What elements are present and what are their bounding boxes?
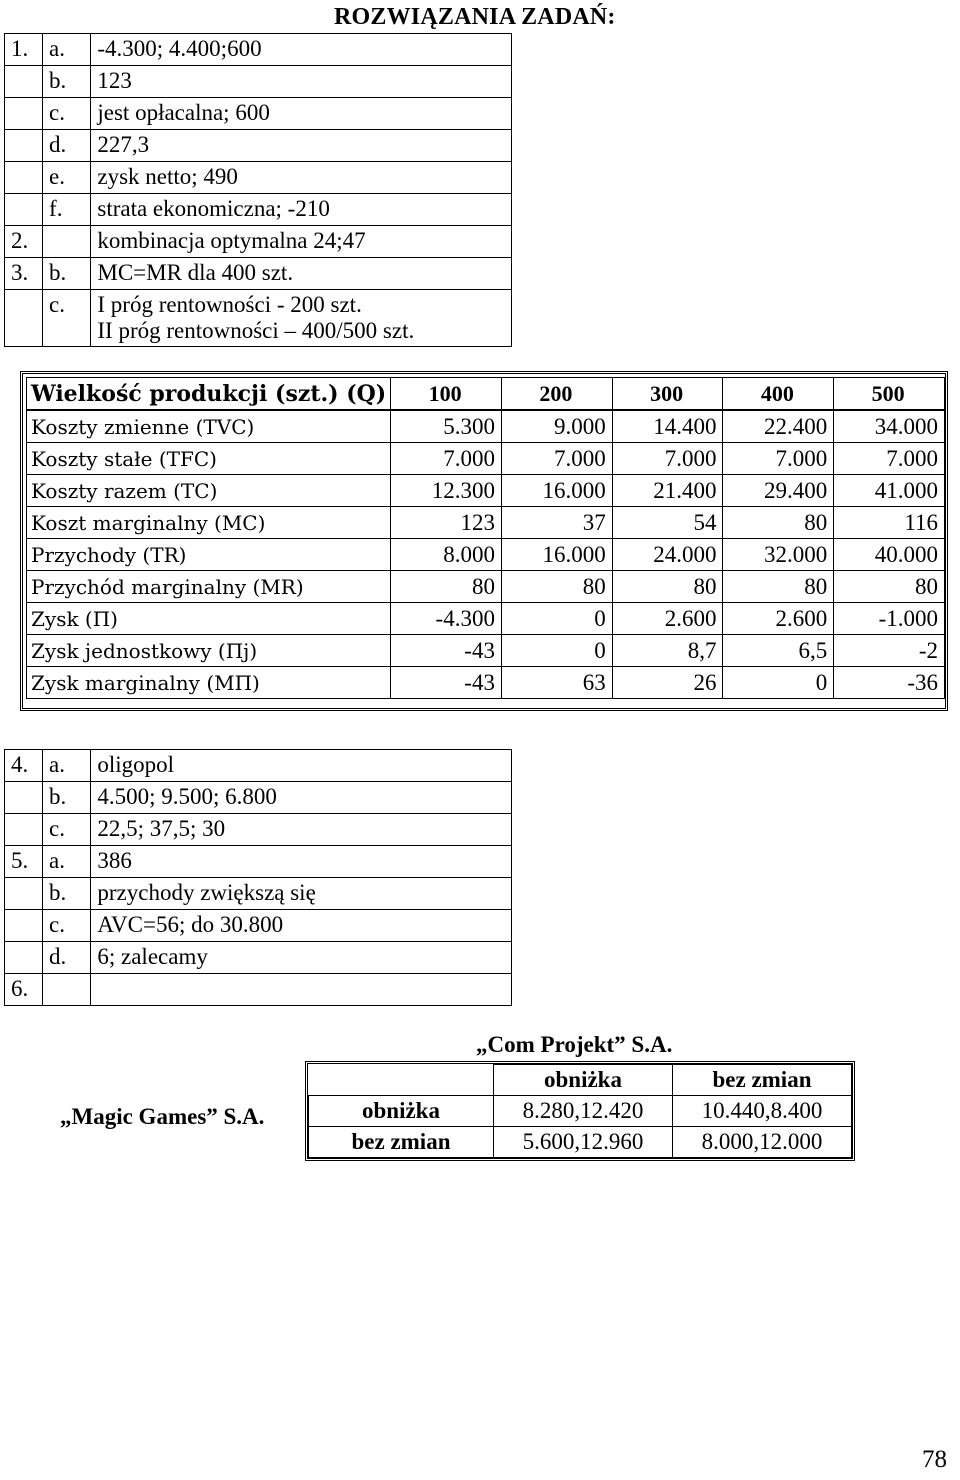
- answer-text-line: zysk netto; 490: [97, 164, 238, 189]
- answer-row: [5, 974, 512, 1006]
- cost-cell: 16.000: [501, 475, 612, 507]
- answer-letter: b.: [43, 782, 91, 814]
- answer-text-line: kombinacja optymalna 24;47: [97, 228, 366, 253]
- cost-cell: 29.400: [723, 475, 834, 507]
- answer-text-line: 6; zalecamy: [97, 944, 208, 969]
- answer-number: [5, 942, 43, 974]
- answer-letter: a.: [43, 34, 91, 66]
- cost-header-label: Wielkość produkcji (szt.) (Q): [27, 378, 391, 411]
- cost-cell: 2.600: [723, 603, 834, 635]
- cost-cell: 80: [723, 507, 834, 539]
- answer-text: [91, 226, 512, 258]
- answer-text: [91, 782, 512, 814]
- answer-text-line: I próg rentowności - 200 szt.: [97, 292, 362, 317]
- answer-text: [91, 66, 512, 98]
- cost-cell: 34.000: [834, 410, 945, 443]
- answer-row: [5, 98, 512, 130]
- answer-number: [5, 194, 43, 226]
- answer-row: [5, 162, 512, 194]
- cost-header-value: 500: [834, 378, 945, 411]
- answer-text-line: MC=MR dla 400 szt.: [97, 260, 294, 285]
- cost-cell: -43: [391, 667, 502, 699]
- cost-row-label: Zysk (Π): [27, 603, 391, 635]
- answer-text: [91, 750, 512, 782]
- answer-row: [5, 290, 512, 347]
- cost-row-label: Zysk jednostkowy (Πj): [27, 635, 391, 667]
- cost-row-label: Przychód marginalny (MR): [27, 571, 391, 603]
- answer-letter: d.: [43, 942, 91, 974]
- cost-cell: 8.000: [391, 539, 502, 571]
- answer-number: 5.: [5, 846, 43, 878]
- payoff-row: [309, 1127, 852, 1158]
- answer-letter: e.: [43, 162, 91, 194]
- payoff-row: [309, 1096, 852, 1127]
- payoff-corner-cell: [309, 1065, 494, 1096]
- answer-row: [5, 942, 512, 974]
- cost-cell: 0: [723, 667, 834, 699]
- answer-letter: c.: [43, 98, 91, 130]
- payoff-col-label: obniżka: [494, 1065, 673, 1096]
- answer-row: [5, 226, 512, 258]
- answer-text: [91, 878, 512, 910]
- answer-row: [5, 34, 512, 66]
- answer-row: [5, 194, 512, 226]
- column-player-label: „Com Projekt” S.A.: [476, 1032, 673, 1057]
- cost-cell: 2.600: [612, 603, 723, 635]
- answer-text-line: przychody zwiększą się: [97, 880, 316, 905]
- cost-cell: 0: [501, 635, 612, 667]
- answer-text: [91, 290, 512, 347]
- answer-text-line: 22,5; 37,5; 30: [97, 816, 226, 841]
- answer-text-line: 4.500; 9.500; 6.800: [97, 784, 277, 809]
- cost-row: [27, 539, 945, 571]
- cost-cell: 7.000: [501, 443, 612, 475]
- answer-letter: [43, 974, 91, 1006]
- cost-cell: 40.000: [834, 539, 945, 571]
- cost-cell: 80: [834, 571, 945, 603]
- cost-cell: 22.400: [723, 410, 834, 443]
- answer-text: [91, 130, 512, 162]
- answer-number: [5, 98, 43, 130]
- cost-row: [27, 443, 945, 475]
- answer-number: 2.: [5, 226, 43, 258]
- payoff-row-label: obniżka: [309, 1096, 494, 1127]
- answer-letter: b.: [43, 878, 91, 910]
- payoff-cell: 8.280,12.420: [494, 1096, 673, 1127]
- cost-cell: 80: [723, 571, 834, 603]
- cost-cell: -2: [834, 635, 945, 667]
- payoff-matrix: [308, 1064, 852, 1158]
- answer-text: [91, 34, 512, 66]
- answers-table-part1: [4, 33, 512, 347]
- cost-cell: 9.000: [501, 410, 612, 443]
- cost-row: [27, 410, 945, 443]
- cost-cell: 12.300: [391, 475, 502, 507]
- cost-cell: 116: [834, 507, 945, 539]
- answer-letter: a.: [43, 750, 91, 782]
- cost-table-frame: [20, 371, 948, 711]
- cost-cell: 26: [612, 667, 723, 699]
- answer-letter: b.: [43, 66, 91, 98]
- answer-number: [5, 162, 43, 194]
- page-number: 78: [922, 1446, 947, 1473]
- answer-row: [5, 814, 512, 846]
- cost-cell: 7.000: [612, 443, 723, 475]
- answer-text-line: 123: [97, 68, 132, 93]
- cost-cell: 7.000: [834, 443, 945, 475]
- cost-cell: 54: [612, 507, 723, 539]
- answer-number: [5, 878, 43, 910]
- answer-letter: d.: [43, 130, 91, 162]
- answer-text: [91, 942, 512, 974]
- page-heading: ROZWIĄZANIA ZADAŃ:: [334, 4, 616, 30]
- cost-row-label: Koszty stałe (TFC): [27, 443, 391, 475]
- cost-cell: 80: [501, 571, 612, 603]
- cost-cell: 7.000: [723, 443, 834, 475]
- answer-text-line: jest opłacalna; 600: [97, 100, 270, 125]
- answer-number: 3.: [5, 258, 43, 290]
- answer-text: [91, 814, 512, 846]
- cost-cell: 5.300: [391, 410, 502, 443]
- cost-cell: -4.300: [391, 603, 502, 635]
- answer-letter: c.: [43, 910, 91, 942]
- cost-header-value: 400: [723, 378, 834, 411]
- payoff-col-label: bez zmian: [673, 1065, 852, 1096]
- answer-text: [91, 258, 512, 290]
- cost-cell: 14.400: [612, 410, 723, 443]
- cost-cell: 6,5: [723, 635, 834, 667]
- answer-letter: b.: [43, 258, 91, 290]
- answer-letter: f.: [43, 194, 91, 226]
- answer-row: [5, 130, 512, 162]
- answer-text: [91, 98, 512, 130]
- answers-table-part2: [4, 749, 512, 1006]
- answer-text-line: strata ekonomiczna; -210: [97, 196, 330, 221]
- answer-number: [5, 814, 43, 846]
- answer-number: [5, 130, 43, 162]
- cost-cell: 41.000: [834, 475, 945, 507]
- answer-text: [91, 974, 512, 1006]
- answer-text-line: II próg rentowności – 400/500 szt.: [97, 318, 415, 343]
- answer-text-line: 227,3: [97, 132, 150, 157]
- cost-cell: -1.000: [834, 603, 945, 635]
- cost-cell: 8,7: [612, 635, 723, 667]
- answer-text-line: -4.300; 4.400;600: [97, 36, 262, 61]
- cost-row: [27, 475, 945, 507]
- answer-row: [5, 910, 512, 942]
- answer-row: [5, 750, 512, 782]
- answer-text: [91, 846, 512, 878]
- cost-header-value: 200: [501, 378, 612, 411]
- payoff-row-label: bez zmian: [309, 1127, 494, 1158]
- cost-row-label: Koszt marginalny (MC): [27, 507, 391, 539]
- answer-text-line: oligopol: [97, 752, 175, 777]
- cost-cell: 32.000: [723, 539, 834, 571]
- cost-row-label: Koszty zmienne (TVC): [27, 410, 391, 443]
- cost-cell: 80: [612, 571, 723, 603]
- cost-row-label: Przychody (TR): [27, 539, 391, 571]
- cost-cell: 63: [501, 667, 612, 699]
- cost-cell: 7.000: [391, 443, 502, 475]
- cost-cell: -36: [834, 667, 945, 699]
- cost-row: [27, 635, 945, 667]
- row-player-label: „Magic Games” S.A.: [60, 1104, 265, 1129]
- answer-text-line: AVC=56; do 30.800: [97, 912, 284, 937]
- answer-row: [5, 258, 512, 290]
- cost-row-label: Koszty razem (TC): [27, 475, 391, 507]
- answer-letter: c.: [43, 290, 91, 347]
- answer-row: [5, 846, 512, 878]
- cost-cell: 16.000: [501, 539, 612, 571]
- answer-text-line: 386: [97, 848, 132, 873]
- cost-cell: 80: [391, 571, 502, 603]
- cost-cell: 0: [501, 603, 612, 635]
- answer-number: [5, 66, 43, 98]
- answer-row: [5, 782, 512, 814]
- cost-row-label: Zysk marginalny (MΠ): [27, 667, 391, 699]
- answer-text: [91, 162, 512, 194]
- cost-header-value: 300: [612, 378, 723, 411]
- answer-number: [5, 782, 43, 814]
- cost-cell: 21.400: [612, 475, 723, 507]
- cost-header-row: [27, 378, 945, 411]
- cost-row: [27, 571, 945, 603]
- payoff-header-row: [309, 1065, 852, 1096]
- cost-header-value: 100: [391, 378, 502, 411]
- answer-text: [91, 910, 512, 942]
- cost-row: [27, 603, 945, 635]
- answer-number: 6.: [5, 974, 43, 1006]
- cost-cell: 37: [501, 507, 612, 539]
- cost-cell: 123: [391, 507, 502, 539]
- answer-text: [91, 194, 512, 226]
- answer-number: 1.: [5, 34, 43, 66]
- cost-cell: -43: [391, 635, 502, 667]
- answer-number: [5, 910, 43, 942]
- cost-row: [27, 507, 945, 539]
- answer-letter: [43, 226, 91, 258]
- answer-row: [5, 66, 512, 98]
- answer-letter: a.: [43, 846, 91, 878]
- payoff-cell: 10.440,8.400: [673, 1096, 852, 1127]
- answer-row: [5, 878, 512, 910]
- answer-number: [5, 290, 43, 347]
- answer-number: 4.: [5, 750, 43, 782]
- cost-table: [26, 377, 945, 699]
- answer-letter: c.: [43, 814, 91, 846]
- payoff-cell: 8.000,12.000: [673, 1127, 852, 1158]
- cost-cell: 24.000: [612, 539, 723, 571]
- cost-row: [27, 667, 945, 699]
- payoff-cell: 5.600,12.960: [494, 1127, 673, 1158]
